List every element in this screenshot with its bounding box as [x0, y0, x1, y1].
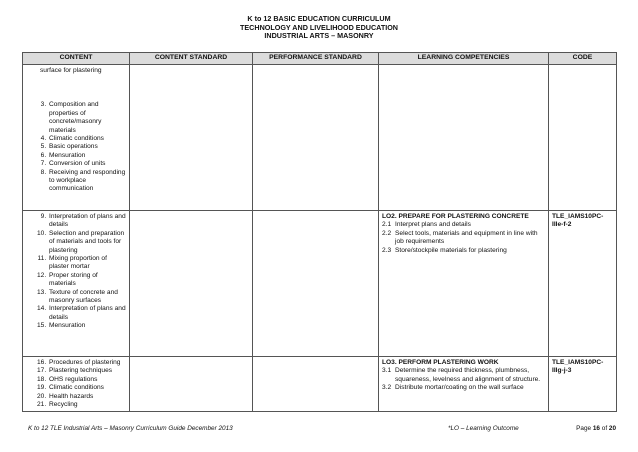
col-header-content: CONTENT [23, 53, 130, 65]
footer-legend: *LO – Learning Outcome [448, 425, 519, 432]
learning-outcome-title: LO2. PREPARE FOR PLASTERING CONCRETE [382, 213, 529, 220]
code-cell [549, 65, 617, 211]
competency-code: TLE_IAMS10PC-IIIe-f-2 [552, 213, 604, 229]
list-item: 15. Mensuration [48, 322, 126, 330]
list-item: 17. Plastering techniques [48, 367, 126, 375]
competency-list [382, 367, 545, 392]
list-item: 16. Procedures of plastering [48, 359, 126, 367]
learning-competencies-cell [379, 357, 549, 412]
table-row [23, 357, 617, 412]
content-standard-cell [130, 65, 253, 211]
learning-competencies-cell [379, 211, 549, 357]
table-row [23, 65, 617, 211]
list-item: 19. Climatic conditions [48, 384, 126, 392]
list-item: 7. Conversion of units [48, 160, 126, 168]
page-number: Page 16 of 20 [576, 425, 616, 432]
competency-code: TLE_IAMS10PC-IIIg-j-3 [552, 359, 604, 375]
list-item: 21. Recycling [48, 401, 126, 409]
list-item: 3. Composition and properties of concrete/masonry materials [48, 101, 126, 135]
performance-standard-cell [253, 65, 379, 211]
code-cell [549, 357, 617, 412]
list-item: 5. Basic operations [48, 143, 126, 151]
list-item: 11. Mixing proportion of plaster mortar [48, 255, 126, 272]
content-continuation: surface for plastering [40, 67, 102, 74]
col-header-code: CODE [549, 53, 617, 65]
learning-competencies-cell [379, 65, 549, 211]
col-header-performance-standard: PERFORMANCE STANDARD [253, 53, 379, 65]
footer-document-title: K to 12 TLE Industrial Arts – Masonry Curriculum Guide December 2013 [28, 425, 233, 432]
competency-item: 2.1 Interpret plans and details [382, 221, 471, 229]
list-item: 13. Texture of concrete and masonry surfaces [48, 289, 126, 306]
competency-list [382, 221, 545, 255]
content-list [26, 101, 126, 193]
list-item: 6. Mensuration [48, 152, 126, 160]
list-item: 10. Selection and preparation of materials and tools for plastering [48, 230, 126, 255]
performance-standard-cell [253, 211, 379, 357]
content-standard-cell [130, 211, 253, 357]
content-standard-cell [130, 357, 253, 412]
learning-outcome-title: LO3. PERFORM PLASTERING WORK [382, 359, 499, 366]
header-line-1: K to 12 BASIC EDUCATION CURRICULUM [247, 14, 391, 23]
list-item: 20. Health hazards [48, 393, 126, 401]
content-cell [23, 211, 130, 357]
content-cell [23, 357, 130, 412]
col-header-learning-competencies: LEARNING COMPETENCIES [379, 53, 549, 65]
list-item: 12. Proper storing of materials [48, 272, 126, 289]
table-row [23, 211, 617, 357]
content-list [26, 359, 126, 409]
competency-item: 3.1 Determine the required thickness, plumbness, squareness, levelness and alignment of structure. [382, 367, 541, 383]
list-item: 18. OHS regulations [48, 376, 126, 384]
header-line-2: TECHNOLOGY AND LIVELIHOOD EDUCATION [240, 22, 398, 32]
content-list [26, 213, 126, 331]
list-item: 14. Interpretation of plans and details [48, 305, 126, 322]
document-header [0, 15, 638, 41]
table-header-row [23, 53, 617, 65]
list-item: 8. Receiving and responding to workplace communication [48, 169, 126, 194]
content-cell [23, 65, 130, 211]
competency-item: 2.3 Store/stockpile materials for plastering [382, 246, 507, 254]
header-line-3: INDUSTRIAL ARTS – MASONRY [264, 31, 374, 41]
competency-item: 3.2 Distribute mortar/coating on the wall surface [382, 384, 524, 392]
competency-item: 2.2 Select tools, materials and equipment in line with job requirements [382, 229, 538, 246]
curriculum-table [22, 52, 617, 412]
list-item: 4. Climatic conditions [48, 135, 126, 143]
list-item: 9. Interpretation of plans and details [48, 213, 126, 230]
performance-standard-cell [253, 357, 379, 412]
code-cell [549, 211, 617, 357]
col-header-content-standard: CONTENT STANDARD [130, 53, 253, 65]
